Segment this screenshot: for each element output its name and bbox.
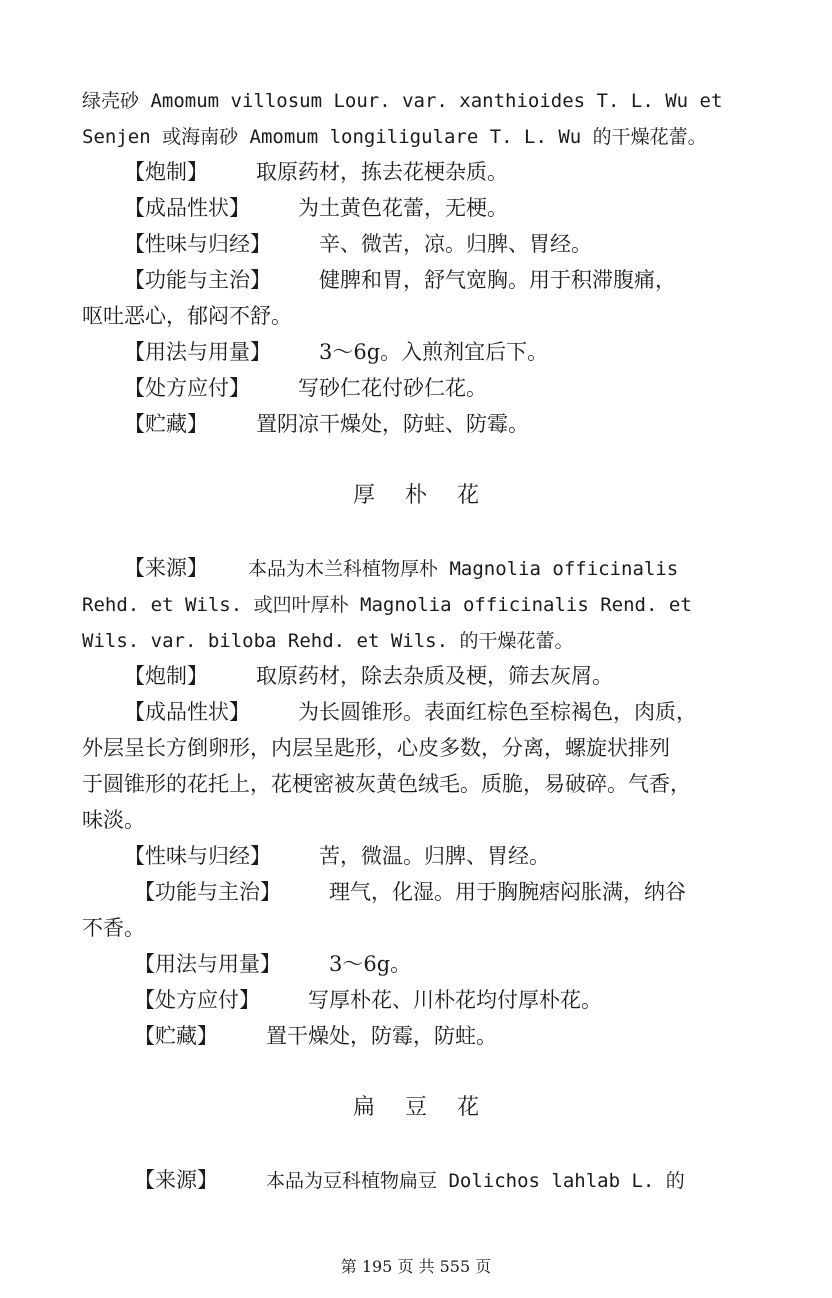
sharen-xingzhuang	[82, 190, 750, 226]
section-label: 【用法与用量】	[134, 952, 281, 976]
section-text: 呕吐恶心，郁闷不舒。	[82, 304, 292, 328]
sharen-xingwei	[82, 226, 750, 262]
section-text: 外层呈长方倒卵形，内层呈匙形，心皮多数，分离，螺旋状排列	[82, 736, 670, 760]
houpuhua-laiyuan	[82, 550, 750, 586]
sharen-yongfa	[82, 334, 750, 370]
section-label: 【成品性状】	[124, 700, 250, 724]
section-label: 【性味与归经】	[124, 844, 271, 868]
section-label: 【功能与主治】	[134, 880, 281, 904]
intro-line-2	[82, 118, 750, 154]
section-label: 【炮制】	[124, 160, 208, 184]
section-label: 【功能与主治】	[124, 268, 271, 292]
section-text: 味淡。	[82, 808, 145, 832]
intro-line-1	[82, 82, 750, 118]
section-label: 【来源】	[124, 556, 208, 580]
section-title-biandouhua: 扁豆花	[352, 1095, 509, 1120]
section-text: 苦，微温。归脾、胃经。	[319, 844, 550, 868]
section-text: 理气，化湿。用于胸腕痞闷胀满，纳谷	[329, 880, 686, 904]
houpuhua-xingzhuang-cont-2	[82, 766, 750, 802]
section-text: Rehd. et Wils. 或凹叶厚朴 Magnolia officinalis Rend. et	[82, 594, 692, 616]
sharen-gongneng	[82, 262, 750, 298]
houpuhua-paozhi	[82, 658, 750, 694]
houpuhua-yongfa	[82, 946, 750, 982]
section-label: 【性味与归经】	[124, 232, 271, 256]
houpuhua-xingwei	[82, 838, 750, 874]
biandouhua-laiyuan	[82, 1162, 750, 1198]
section-text: 3～6g。入煎剂宜后下。	[319, 340, 549, 364]
section-text: 写砂仁花付砂仁花。	[298, 376, 487, 400]
houpuhua-xingzhuang-cont-3	[82, 802, 750, 838]
houpuhua-xingzhuang	[82, 694, 750, 730]
section-label: 【贮藏】	[134, 1024, 218, 1048]
section-text: 本品为豆科植物扁豆 Dolichos lahlab L. 的	[266, 1170, 685, 1192]
section-text: 3～6g。	[329, 952, 412, 976]
houpuhua-gongneng-cont	[82, 910, 750, 946]
intro-line-2-text: Senjen 或海南砂 Amomum longiligulare T. L. Wu 的干燥花蕾。	[82, 126, 707, 148]
section-text: 为长圆锥形。表面红棕色至棕褐色，肉质，	[298, 700, 697, 724]
section-label: 【处方应付】	[134, 988, 260, 1012]
section-text: 取原药材，拣去花梗杂质。	[256, 160, 508, 184]
section-text: 不香。	[82, 916, 145, 940]
section-text: 本品为木兰科植物厚朴 Magnolia officinalis	[248, 558, 679, 580]
section-label: 【处方应付】	[124, 376, 250, 400]
section-label: 【来源】	[134, 1168, 218, 1192]
section-text: 置干燥处，防霉，防蛀。	[266, 1024, 497, 1048]
houpuhua-laiyuan-cont-2	[82, 622, 750, 658]
sharen-chufang	[82, 370, 750, 406]
intro-line-1-text: 绿壳砂 Amomum villosum Lour. var. xanthioides T. L. Wu et	[82, 90, 723, 112]
section-text: 辛、微苦，凉。归脾、胃经。	[319, 232, 592, 256]
sharen-paozhi	[82, 154, 750, 190]
section-label: 【用法与用量】	[124, 340, 271, 364]
section-title-houpuhua: 厚朴花	[352, 483, 509, 508]
houpuhua-chufang	[82, 982, 750, 1018]
section-label: 【成品性状】	[124, 196, 250, 220]
sharen-gongneng-cont	[82, 298, 750, 334]
section-text: 置阴凉干燥处，防蛀、防霉。	[256, 412, 529, 436]
section-text: 为土黄色花蕾，无梗。	[298, 196, 508, 220]
section-text: Wils. var. biloba Rehd. et Wils. 的干燥花蕾。	[82, 630, 574, 652]
houpuhua-zhucang	[82, 1018, 750, 1054]
section-label: 【炮制】	[124, 664, 208, 688]
houpuhua-xingzhuang-cont-1	[82, 730, 750, 766]
sharen-zhucang	[82, 406, 750, 442]
section-text: 于圆锥形的花托上，花梗密被灰黄色绒毛。质脆，易破碎。气香，	[82, 772, 691, 796]
houpuhua-laiyuan-cont-1	[82, 586, 750, 622]
document-page	[82, 82, 750, 1198]
section-text: 取原药材，除去杂质及梗，筛去灰屑。	[256, 664, 613, 688]
section-text: 健脾和胃，舒气宽胸。用于积滞腹痛，	[319, 268, 676, 292]
page-number-footer: 第 195 页 共 555 页	[340, 1257, 492, 1276]
section-text: 写厚朴花、川朴花均付厚朴花。	[308, 988, 602, 1012]
houpuhua-gongneng	[82, 874, 750, 910]
section-label: 【贮藏】	[124, 412, 208, 436]
